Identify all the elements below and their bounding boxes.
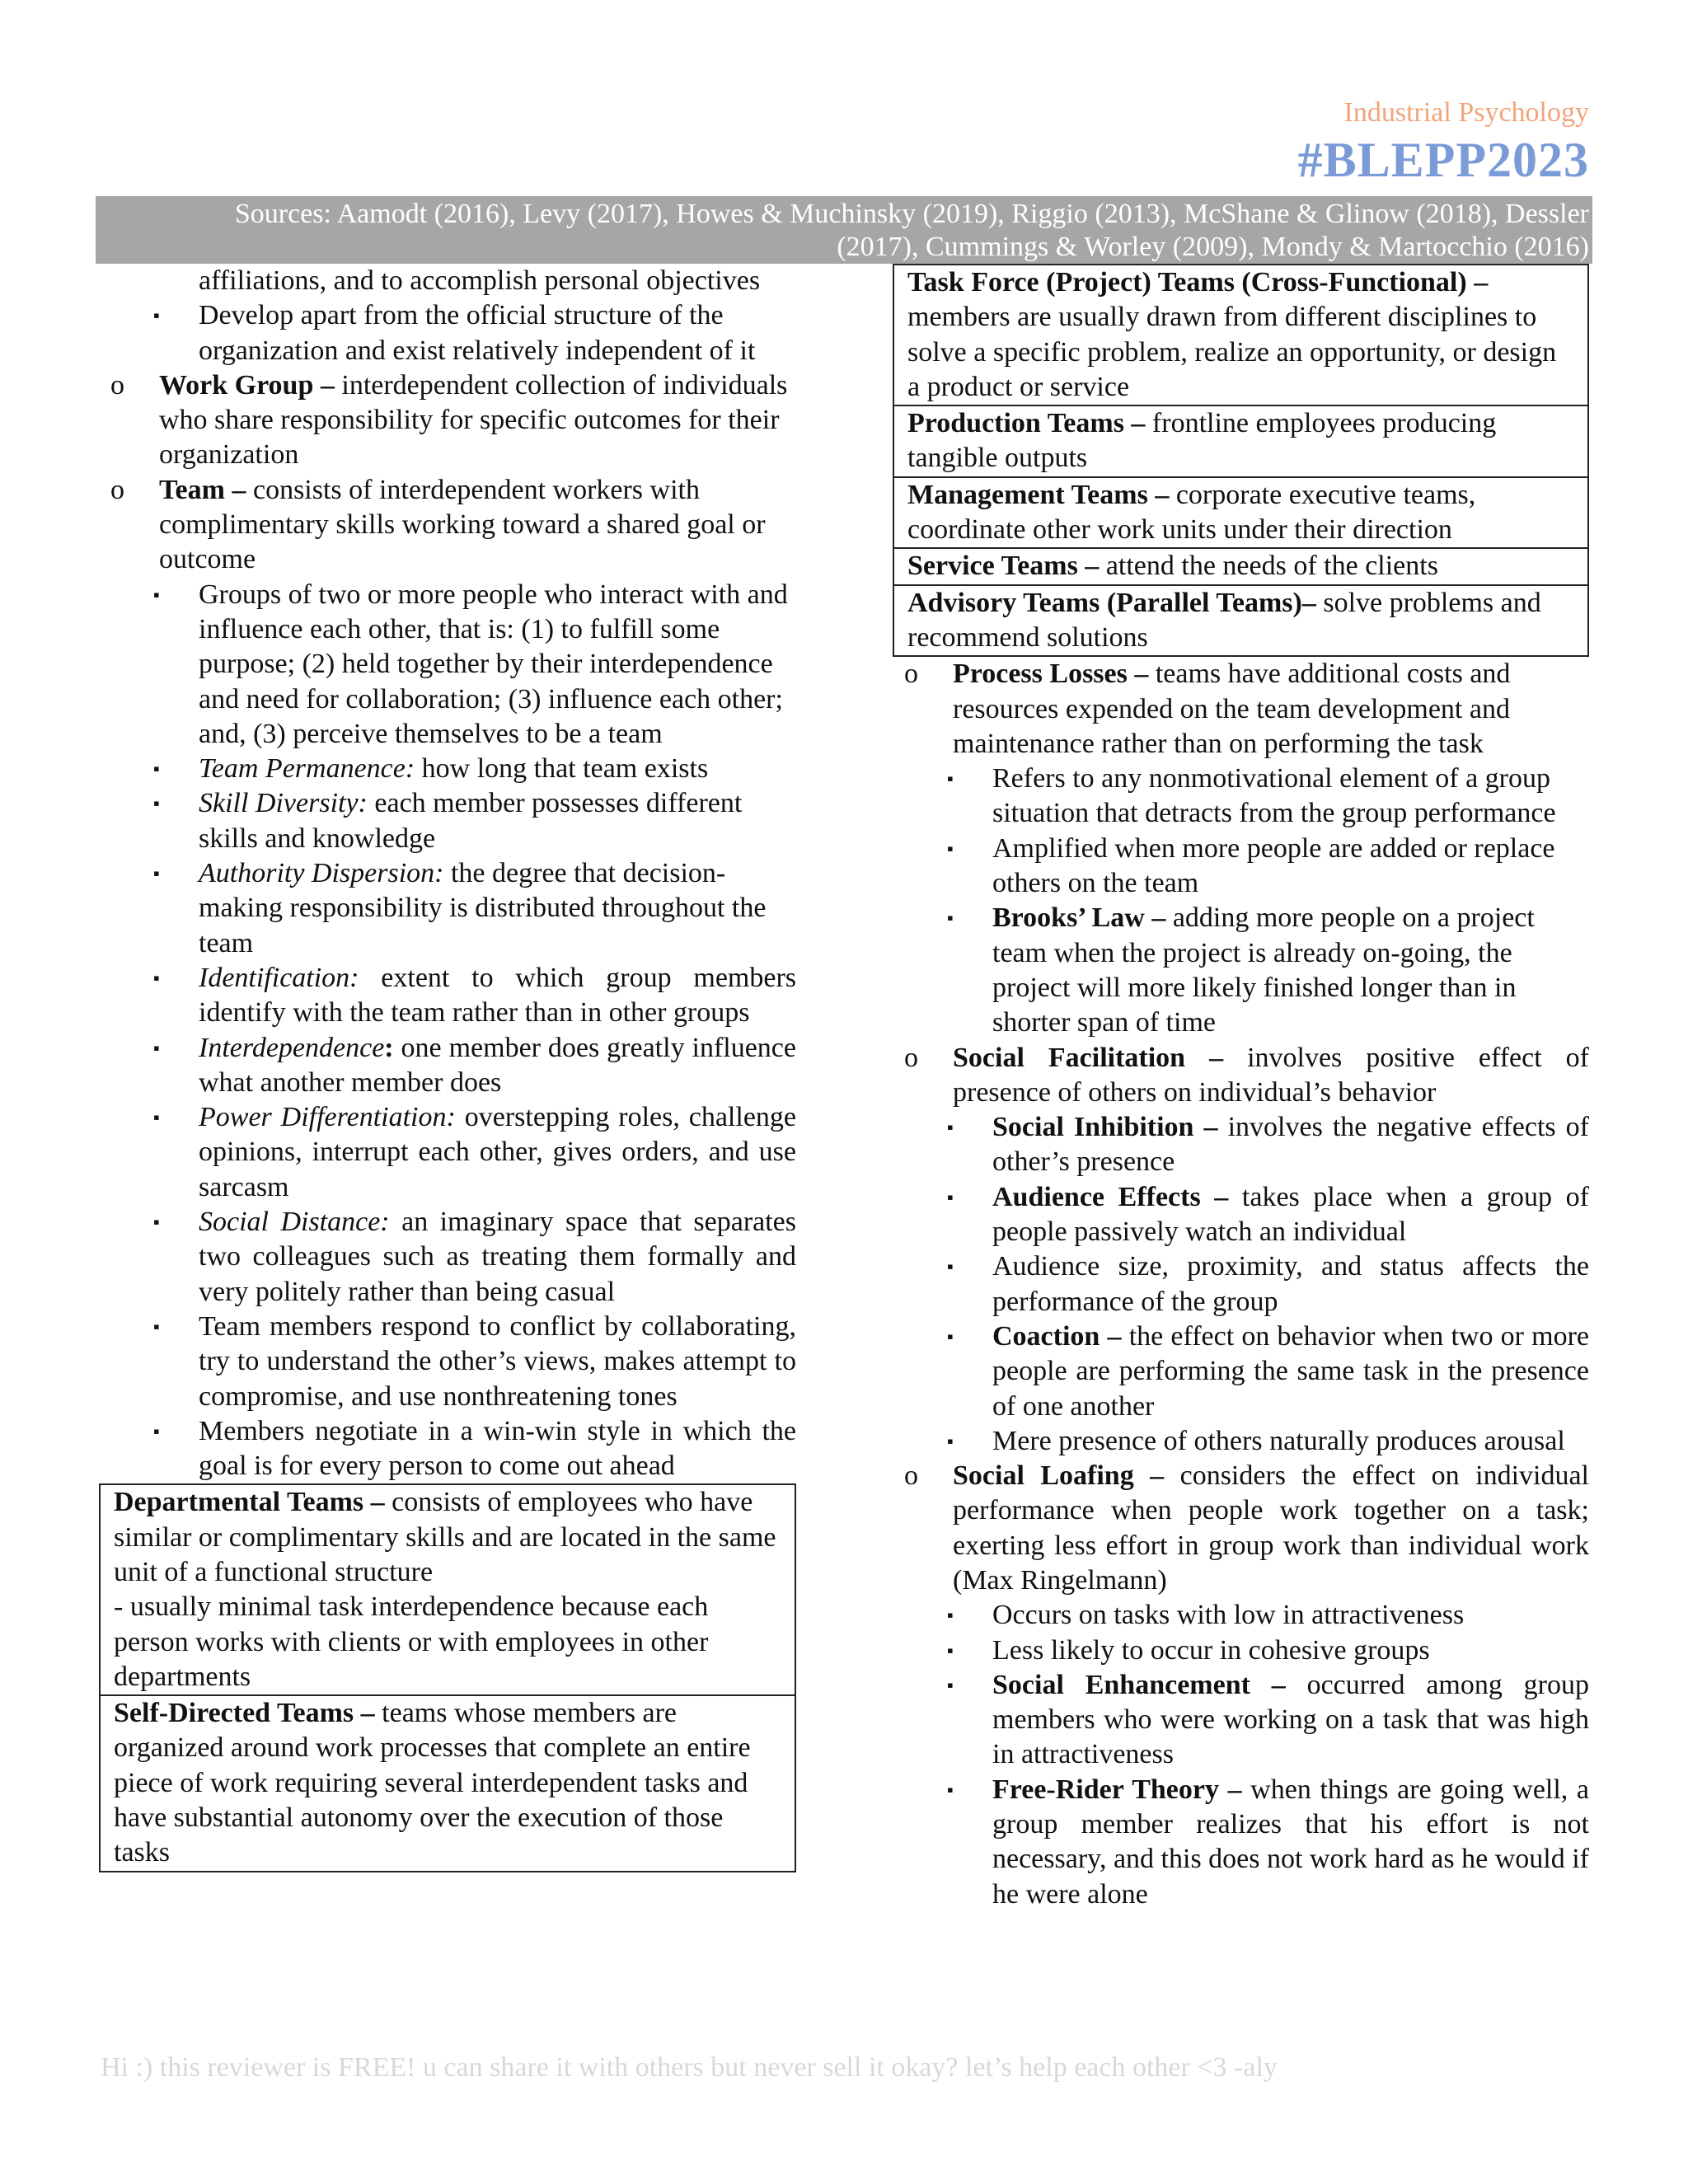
footer-note: Hi :) this reviewer is FREE! u can share it with others but never sell it okay? let’s help each other <3 -aly [101,2052,1278,2083]
square-bullet-icon: ▪ [947,1779,954,1800]
definition: extent to which group members identify with the team rather than in other groups [199,962,796,1029]
bullet-text: Mere presence of others naturally produces arousal [992,1425,1565,1456]
term: Task Force (Project) Teams (Cross-Functional) – [907,267,1489,298]
definition: takes place when a group of people passively watch an individual [992,1181,1589,1248]
term: Departmental Teams – [114,1487,385,1518]
circle-bullet-icon: o [904,658,918,690]
table-cell-self-directed-teams [99,1696,796,1872]
definition-team [99,473,796,578]
term: Social Inhibition – [992,1112,1218,1143]
definition: when things are going well, a group member realizes that his effort is not necessary, and this does not work hard as he would if he were alone [992,1774,1589,1910]
term: Management Teams – [907,479,1170,510]
left-column [99,264,796,1872]
term: Work Group – [159,369,335,401]
list-item [893,1319,1589,1424]
square-bullet-icon: ▪ [947,1117,954,1138]
bullet-text: Team members respond to conflict by collaborating, try to understand the other’s views, makes attempt to compromise, and use nonthreatening tones [199,1310,796,1412]
definition: frontline employees producing tangible outputs [907,408,1497,474]
square-bullet-icon: ▪ [947,1430,954,1451]
square-bullet-icon: ▪ [153,793,160,814]
colon: : [384,1032,394,1063]
square-bullet-icon: ▪ [153,1420,160,1441]
list-item [893,1598,1589,1633]
list-item: affiliations, and to accomplish personal objectives [199,265,761,296]
list-item [99,1414,796,1484]
sources-line-2: (2017), Cummings & Worley (2009), Mondy & Martocchio (2016) [837,232,1589,262]
definition: interdependent collection of individuals who share responsibility for specific outcomes for their organization [159,369,788,471]
definition: corporate executive teams, coordinate other work units under their direction [907,479,1476,546]
definition: the degree that decision-making responsibility is distributed throughout the team [199,858,767,958]
definition: teams whose members are organized around work processes that complete an entire piece of work requiring several interdependent tasks and have substantial autonomy over the execution of those tasks [114,1698,751,1868]
definition: each member possesses different skills and knowledge [199,788,743,854]
square-bullet-icon: ▪ [947,837,954,859]
table-cell-management-teams [893,478,1589,550]
list-item [893,1249,1589,1319]
term: Social Loafing – [953,1460,1165,1492]
bullet-text: Amplified when more people are added or replace others on the team [992,832,1555,899]
definition: adding more people on a project team when the project is already on-going, the project will more likely finished longer than in shorter span of time [992,902,1535,1038]
square-bullet-icon: ▪ [947,768,954,790]
list-item [99,578,796,752]
term: Production Teams – [907,408,1146,439]
definition: consists of employees who have similar or complimentary skills and are located in the same unit of a functional structure [114,1487,776,1587]
term: Free-Rider Theory – [992,1774,1242,1805]
term: Process Losses – [953,658,1149,690]
square-bullet-icon: ▪ [153,583,160,605]
definition-work-group [99,368,796,473]
square-bullet-icon: ▪ [947,1674,954,1695]
list-item [99,752,796,786]
list-item [99,786,796,856]
square-bullet-icon: ▪ [153,758,160,780]
note: - usually minimal task interdependence because each person works with clients or with employees in other departments [114,1591,709,1692]
square-bullet-icon: ▪ [153,1037,160,1058]
list-item [99,298,796,368]
subject-title: Industrial Psychology [1343,97,1589,128]
term: Authority Dispersion: [199,858,444,889]
definition: involves positive effect of presence of others on individual’s behavior [953,1042,1589,1108]
definition: teams have additional costs and resources expended on the team development and maintenance rather than on performing the task [953,658,1511,759]
term: Social Distance: [199,1207,390,1238]
list-item [99,1310,796,1414]
list-item [893,1633,1589,1668]
term: Interdependence [199,1032,385,1063]
definition: solve problems and recommend solutions [907,587,1541,653]
table-cell-production-teams [893,406,1589,478]
list-item [893,762,1589,832]
circle-bullet-icon: o [110,369,124,401]
square-bullet-icon: ▪ [153,863,160,884]
square-bullet-icon: ▪ [947,1639,954,1661]
term: Identification: [199,962,359,993]
definition-social-loafing [893,1459,1589,1598]
bullet-text: Refers to any nonmotivational element of a group situation that detracts from the group performance [992,763,1556,829]
term: Social Enhancement – [992,1669,1286,1700]
square-bullet-icon: ▪ [153,1107,160,1128]
list-item [893,1110,1589,1180]
square-bullet-icon: ▪ [947,1186,954,1207]
definition: considers the effect on individual performance when people work together on a task; exerting less effort in group work than individual work (Max Ringelmann) [953,1460,1589,1596]
bullet-text: Occurs on tasks with low in attractiveness [992,1600,1465,1631]
definition: members are usually drawn from different disciplines to solve a specific problem, realize an opportunity, or design a product or service [907,302,1557,402]
bullet-text: Audience size, proximity, and status affects the performance of the group [992,1251,1589,1317]
term: Team Permanence: [199,753,415,785]
circle-bullet-icon: o [904,1460,918,1492]
square-bullet-icon: ▪ [947,1605,954,1626]
term: Coaction – [992,1320,1122,1352]
definition: the effect on behavior when two or more people are performing the same task in the presence of one another [992,1320,1590,1422]
sources-line-1: Sources: Aamodt (2016), Levy (2017), Howes & Muchinsky (2019), Riggio (2013), McShane & Glinow (2018), Dessler [234,199,1589,229]
term: Service Teams – [907,551,1100,582]
bullet-text: Less likely to occur in cohesive groups [992,1634,1430,1666]
list-item [99,1205,796,1310]
list-item [893,1180,1589,1250]
definition: an imaginary space that separates two colleagues such as treating them formally and very politely rather than being casual [199,1207,796,1307]
list-item [893,1424,1589,1459]
square-bullet-icon: ▪ [947,907,954,929]
table-cell-advisory-teams [893,586,1589,658]
square-bullet-icon: ▪ [153,305,160,326]
blepp-hashtag: #BLEPP2023 [1297,133,1589,187]
list-item [893,1668,1589,1773]
term: Brooks’ Law – [992,902,1166,934]
term: Social Facilitation – [953,1042,1224,1073]
right-column [893,264,1589,1912]
definition: occurred among group members who were working on a task that was high in attractiveness [992,1669,1589,1770]
term: Team – [159,474,246,505]
square-bullet-icon: ▪ [947,1256,954,1277]
square-bullet-icon: ▪ [153,967,160,988]
definition: one member does greatly influence what another member does [199,1032,796,1098]
circle-bullet-icon: o [904,1042,918,1073]
definition: involves the negative effects of other’s presence [992,1112,1589,1178]
table-cell-service-teams [893,549,1589,585]
list-item [99,856,796,961]
list-item [893,1773,1589,1912]
list-item [893,832,1589,902]
term: Skill Diversity: [199,788,368,819]
list-item [99,961,796,1031]
table-cell-task-force-teams [893,264,1589,406]
square-bullet-icon: ▪ [153,1315,160,1337]
term: Audience Effects – [992,1181,1229,1212]
definition: how long that team exists [415,753,709,785]
bullet-text: Develop apart from the official structure of the organization and exist relatively independent of it [199,300,756,366]
definition: overstepping roles, challenge opinions, interrupt each other, gives orders, and use sarcasm [199,1102,796,1202]
term: Self-Directed Teams – [114,1698,375,1729]
definition-social-facilitation [893,1041,1589,1111]
table-cell-departmental-teams [99,1483,796,1696]
term: Power Differentiation: [199,1102,456,1133]
circle-bullet-icon: o [110,474,124,505]
bullet-text: Members negotiate in a win-win style in which the goal is for every person to come out ahead [199,1415,796,1482]
list-item [893,901,1589,1040]
definition: attend the needs of the clients [1099,551,1438,582]
bullet-text: Groups of two or more people who interact with and influence each other, that is: (1) to fulfill some purpose; (2) held together by their interdependence and need for collaboration; (3) influence each other; and, (3) perceive themselves to be a team [199,579,788,749]
list-item [99,1031,796,1101]
definition-process-losses [893,657,1589,762]
sources-banner [96,196,1592,264]
list-item [99,1100,796,1205]
definition: consists of interdependent workers with complimentary skills working toward a shared goal or outcome [159,474,766,575]
square-bullet-icon: ▪ [153,1212,160,1233]
term: Advisory Teams (Parallel Teams)– [907,587,1316,618]
square-bullet-icon: ▪ [947,1325,954,1347]
